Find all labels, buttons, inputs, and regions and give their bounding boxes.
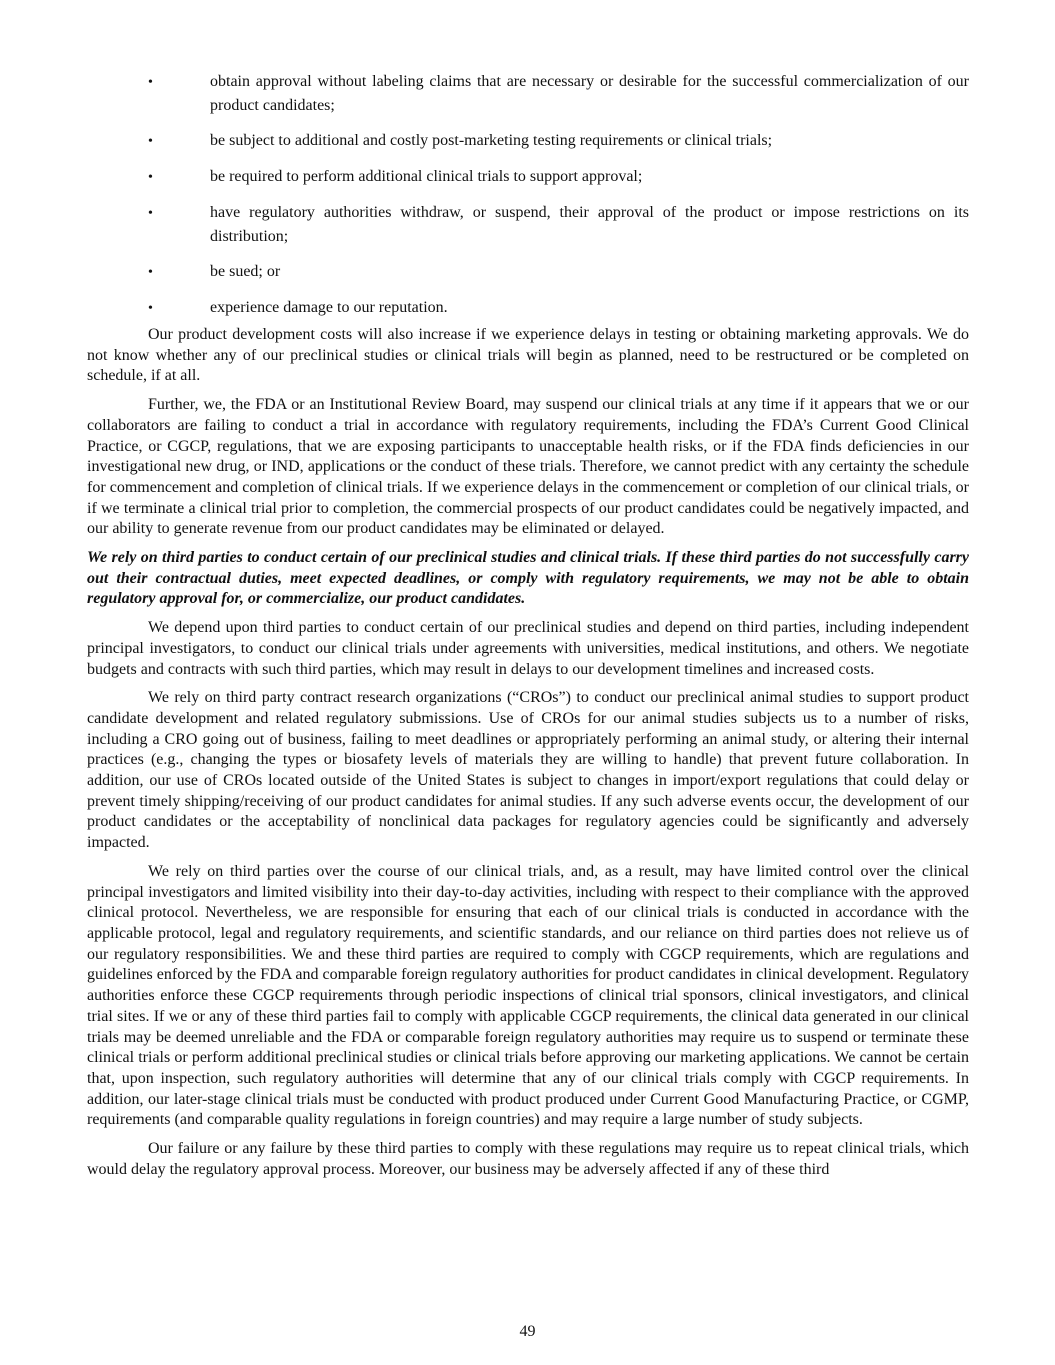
bullet-text: have regulatory authorities withdraw, or suspend, their approval of the product or impose restrictions on its distribution; bbox=[210, 204, 969, 245]
paragraph-third-parties: We depend upon third parties to conduct certain of our preclinical studies and depend on third parties, including independent principal investigators, to conduct our clinical trials under agreements with universities, medical institutions, and others. We negotiate budgets and contracts with such third parties, which may result in delays to our development timelines and increased costs. bbox=[87, 619, 969, 678]
paragraph-cgcp: We rely on third parties over the course of our clinical trials, and, as a result, may have limited control over the clinical principal investigators and limited visibility into their day-to-day activities, including with respect to their compliance with the approved clinical protocol. Nevertheless, we are responsible for ensuring that each of our clinical trials is conducted in accordance with the applicable protocol, legal and regulatory requirements, and scientific standards, and our reliance on third parties does not relieve us of our regulatory responsibilities. We and these third parties are required to comply with CGCP requirements, which are regulations and guidelines enforced by the FDA and comparable foreign regulatory authorities for product candidates in clinical development. Regulatory authorities enforce these CGCP requirements through periodic inspections of clinical trial sponsors, clinical investigators, and clinical trial sites. If we or any of these third parties fail to comply with applicable CGCP requirements, the clinical data generated in our clinical trials may be deemed unreliable and the FDA or comparable foreign regulatory authorities may require us to suspend or terminate these clinical trials or perform additional preclinical studies or clinical trials before approving our marketing applications. We cannot be certain that, upon inspection, such regulatory authorities will determine that any of our clinical trials comply with CGCP requirements. In addition, our later-stage clinical trials must be conducted with product produced under Current Good Manufacturing Practice, or CGMP, requirements (and comparable quality regulations in foreign countries) and may require a large number of study subjects. bbox=[87, 862, 969, 1129]
risk-bullet-list bbox=[87, 70, 969, 321]
bullet-text: be sued; or bbox=[210, 263, 281, 280]
list-item bbox=[87, 260, 969, 285]
list-item bbox=[87, 296, 969, 321]
paragraph-development-costs: Our product development costs will also increase if we experience delays in testing or obtaining marketing approvals. We do not know whether any of our preclinical studies or clinical trials will begin as planned, need to be restructured or be completed on schedule, if at all. bbox=[87, 326, 969, 385]
bullet-icon: • bbox=[148, 265, 153, 280]
paragraph-cros: We rely on third party contract research organizations (“CROs”) to conduct our preclinical animal studies to support product candidate development and related regulatory submissions. Use of CROs for our animal studies subjects us to a number of risks, including a CRO going out of business, failing to meet deadlines or appropriately performing an animal study, or altering their internal practices (e.g., changing the types or biosafety levels of materials they are willing to handle) that prevent future collaboration. In addition, our use of CROs located outside of the United States is subject to changes in import/export regulations that could delay or prevent timely shipping/receiving of our product candidates for animal studies. If any such adverse events occur, the development of our product candidates or the acceptability of nonclinical data packages for regulatory agencies could be significantly and adversely impacted. bbox=[87, 689, 969, 852]
bullet-icon: • bbox=[148, 206, 153, 221]
bullet-icon: • bbox=[148, 170, 153, 185]
paragraph-suspension: Further, we, the FDA or an Institutional Review Board, may suspend our clinical trials at any time if it appears that we or our collaborators are failing to conduct a trial in accordance with regulatory requirements, including the FDA’s Current Good Clinical Practice, or CGCP, regulations, that we are exposing participants to unacceptable health risks, or if the FDA finds deficiencies in our investigational new drug, or IND, applications or the conduct of these trials. Therefore, we cannot predict with any certainty the schedule for commencement and completion of clinical trials. If we experience delays in the commencement or completion of our clinical trials, or if we terminate a clinical trial prior to completion, the commercial prospects of our product candidates could be negatively impacted, and our ability to generate revenue from our product candidates may be eliminated or delayed. bbox=[87, 396, 969, 538]
bullet-icon: • bbox=[148, 75, 153, 90]
bullet-text: be subject to additional and costly post-marketing testing requirements or clinical trials; bbox=[210, 132, 773, 149]
list-item bbox=[87, 165, 969, 190]
bullet-text: experience damage to our reputation. bbox=[210, 299, 448, 316]
list-item bbox=[87, 201, 969, 249]
paragraph-failure: Our failure or any failure by these third parties to comply with these regulations may require us to repeat clinical trials, which would delay the regulatory approval process. Moreover, our business may be adversely affected if any of these third bbox=[87, 1140, 969, 1178]
bullet-icon: • bbox=[148, 301, 153, 316]
bullet-text: obtain approval without labeling claims that are necessary or desirable for the successful commercialization of our product candidates; bbox=[210, 73, 969, 114]
page-number: 49 bbox=[519, 1323, 536, 1340]
list-item bbox=[87, 129, 969, 154]
document-page bbox=[87, 70, 969, 1188]
list-item bbox=[87, 70, 969, 118]
bullet-text: be required to perform additional clinical trials to support approval; bbox=[210, 168, 643, 185]
bullet-icon: • bbox=[148, 134, 153, 149]
risk-factor-heading: We rely on third parties to conduct certain of our preclinical studies and clinical trials. If these third parties do not successfully carry out their contractual duties, meet expected deadlines, or comply with regulatory requirements, we may not be able to obtain regulatory approval for, or commercialize, our product candidates. bbox=[87, 549, 969, 608]
